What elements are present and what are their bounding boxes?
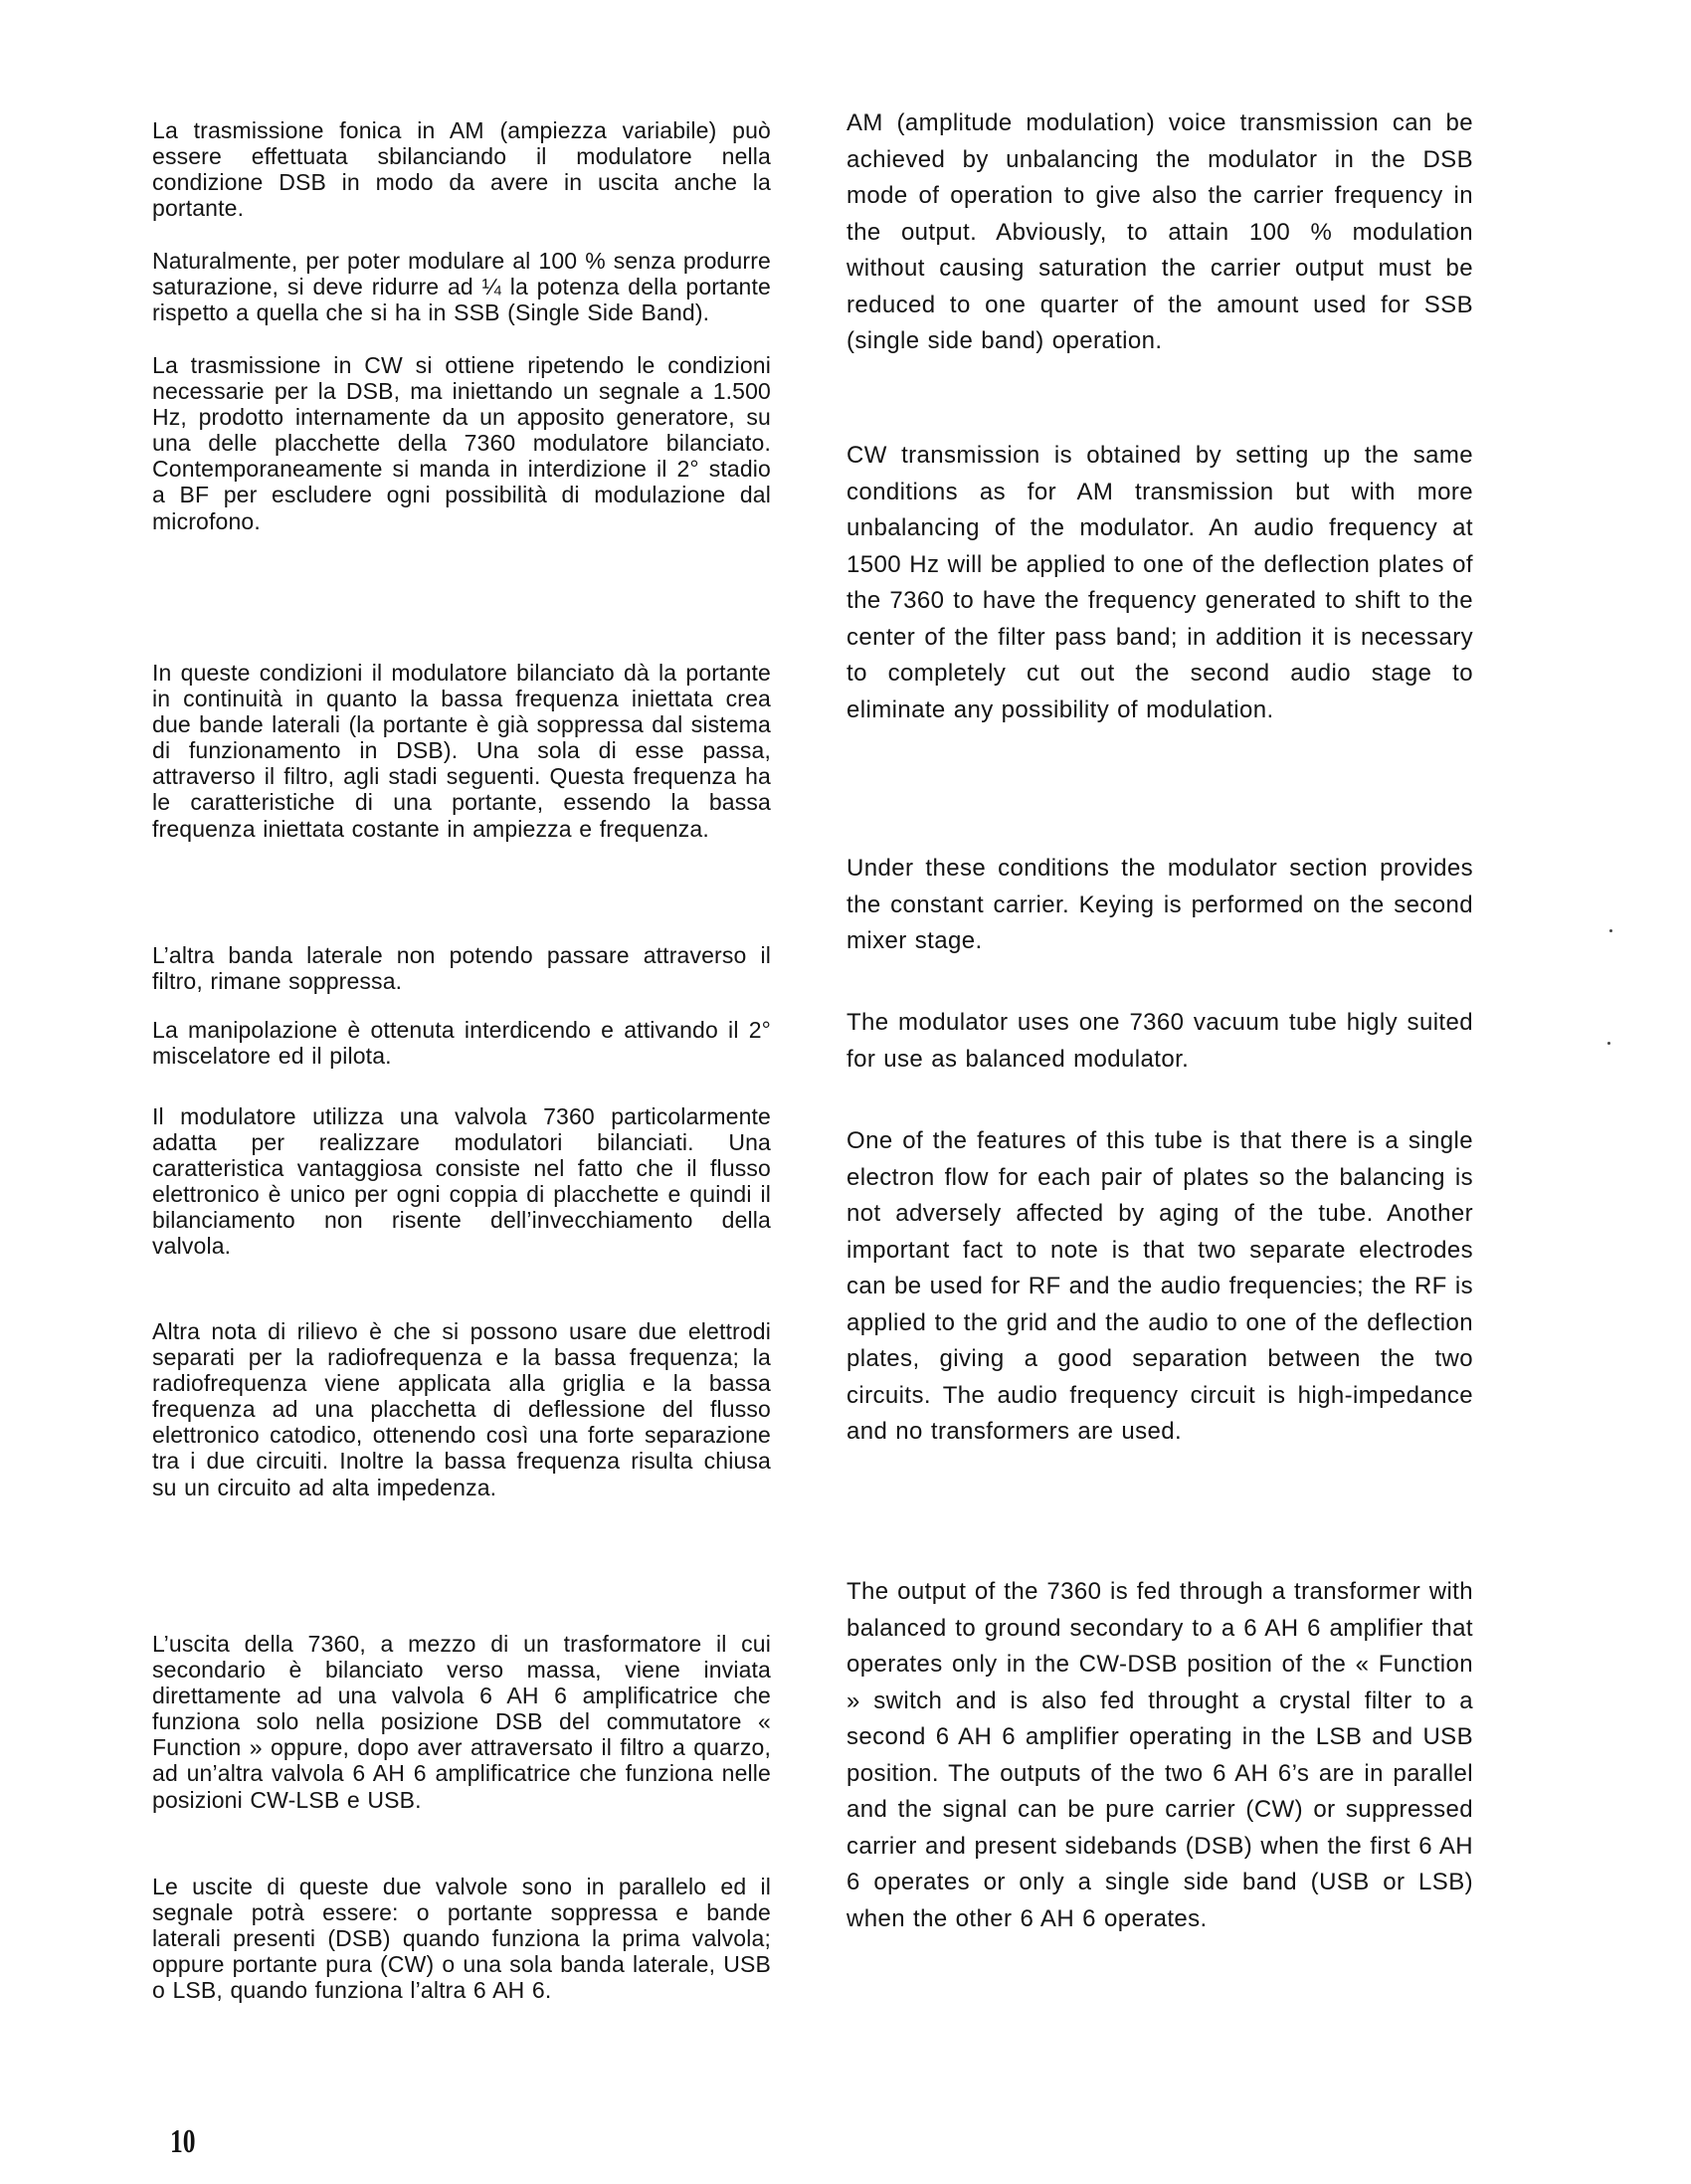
english-paragraph-cw-transmission: CW transmission is obtained by setting up the same conditions as for AM transmission but with more unbalancing of the modulator. An audio frequency at 1500 Hz will be applied to one of the deflection plates of the 7360 to have the frequency generated to shift to the center of the filter pass band; in addition it is necessary to completely cut out the second audio stage to eliminate any possibility of modulation. xyxy=(846,442,1473,723)
english-paragraph-am-transmission: AM (amplitude modulation) voice transmission can be achieved by unbalancing the modulator in the DSB mode of operation to give also the carrier frequency in the output. Abviously, to attain 100 % modulation without causing saturation the carrier output must be reduced to one quarter of the amount used for SSB (single side band) operation. xyxy=(846,109,1473,354)
italian-paragraph-7360-valve: Il modulatore utilizza una valvola 7360 particolarmente adatta per realizzare modulatori bilanciati. Una caratteristica vantaggiosa consiste nel fatto che il flusso elettronico è unico per ogni coppia di placchette e quindi il bilanciamento non risente dell’invecchiamento della valvola. xyxy=(152,1103,771,1260)
italian-paragraph-separate-electrodes: Altra nota di rilievo è che si possono usare due elettrodi separati per la radiofrequenza e la bassa frequenza; la radiofrequenza viene applicata alla griglia e la bassa frequenza ad una placchetta di deflessione del flusso elettronico catodico, ottenendo così una forte separazione tra i due circuiti. Inoltre la bassa frequenza risulta chiusa su un circuito ad alta impedenza. xyxy=(152,1318,771,1500)
italian-paragraph-other-sideband: L’altra banda laterale non potendo passare attraverso il filtro, rimane soppressa. xyxy=(152,942,771,995)
italian-paragraph-am-transmission: La trasmissione fonica in AM (ampiezza variabile) può essere effettuata sbilanciando il modulatore nella condizione DSB in modo da avere in uscita anche la portante. xyxy=(152,117,771,222)
italian-paragraph-keying: La manipolazione è ottenuta interdicendo e attivando il 2° miscelatore ed il pilota. xyxy=(152,1017,771,1070)
english-paragraph-constant-carrier: Under these conditions the modulator section provides the constant carrier. Keying is performed on the second mixer stage. xyxy=(846,855,1473,954)
english-paragraph-tube-features: One of the features of this tube is that there is a single electron flow for each pair of plates so the balancing is not adversely affected by aging of the tube. Another important fact to note is that two separate electrodes can be used for RF and the audio frequencies; the RF is applied to the grid and the audio to one of the deflection plates, giving a good separation between the two circuits. The audio frequency circuit is high-impedance and no transformers are used. xyxy=(846,1127,1473,1445)
italian-paragraph-cw-transmission: La trasmissione in CW si ottiene ripetendo le condizioni necessarie per la DSB, ma iniettando un segnale a 1.500 Hz, prodotto internamente da un apposito generatore, su una delle placchette della 7360 modulatore bilanciato. Contemporaneamente si manda in interdizione il 2° stadio a BF per escludere ogni possibilità di modulazione dal microfono. xyxy=(152,352,771,534)
italian-paragraph-balanced-modulator-conditions: In queste condizioni il modulatore bilanciato dà la portante in continuità in quanto la bassa frequenza iniettata crea due bande laterali (la portante è già soppressa dal sistema di funzionamento in DSB). Una sola di esse passa, attraverso il filtro, agli stadi seguenti. Questa frequenza ha le caratteristiche di una portante, essendo la bassa frequenza iniettata costante in ampiezza e frequenza. xyxy=(152,660,771,842)
italian-paragraph-7360-output: L’uscita della 7360, a mezzo di un trasformatore il cui secondario è bilanciato verso massa, viene inviata direttamente ad una valvola 6 AH 6 amplificatrice che funziona solo nella posizione DSB del commutatore « Function » oppure, dopo aver attraversato il filtro a quarzo, ad un’altra valvola 6 AH 6 amplificatrice che funziona nelle posizioni CW-LSB e USB. xyxy=(152,1631,771,1813)
scan-speck xyxy=(1607,1042,1610,1045)
english-paragraph-7360-tube: The modulator uses one 7360 vacuum tube higly suited for use as balanced modulator. xyxy=(846,1009,1473,1073)
english-paragraph-7360-output: The output of the 7360 is fed through a transformer with balanced to ground secondary to a 6 AH 6 amplifier that operates only in the CW-DSB position of the « Function » switch and is also fed throught a crystal filter to a second 6 AH 6 amplifier operating in the LSB and USB position. The outputs of the two 6 AH 6’s are in parallel and the signal can be pure carrier (CW) or suppressed carrier and present sidebands (DSB) when the first 6 AH 6 operates or only a single side band (USB or LSB) when the other 6 AH 6 operates. xyxy=(846,1578,1473,1932)
italian-paragraph-modulation-100: Naturalmente, per poter modulare al 100 % senza produrre saturazione, si deve ridurre ad ¼ la potenza della portante rispetto a quella che si ha in SSB (Single Side Band). xyxy=(152,248,771,326)
scan-speck xyxy=(1609,929,1612,932)
page-number: 10 xyxy=(170,2123,196,2160)
italian-paragraph-valve-outputs: Le uscite di queste due valvole sono in parallelo ed il segnale potrà essere: o portante soppressa e bande laterali presenti (DSB) quando funziona la prima valvola; oppure portante pura (CW) o una sola banda laterale, USB o LSB, quando funziona l’altra 6 AH 6. xyxy=(152,1874,771,2004)
